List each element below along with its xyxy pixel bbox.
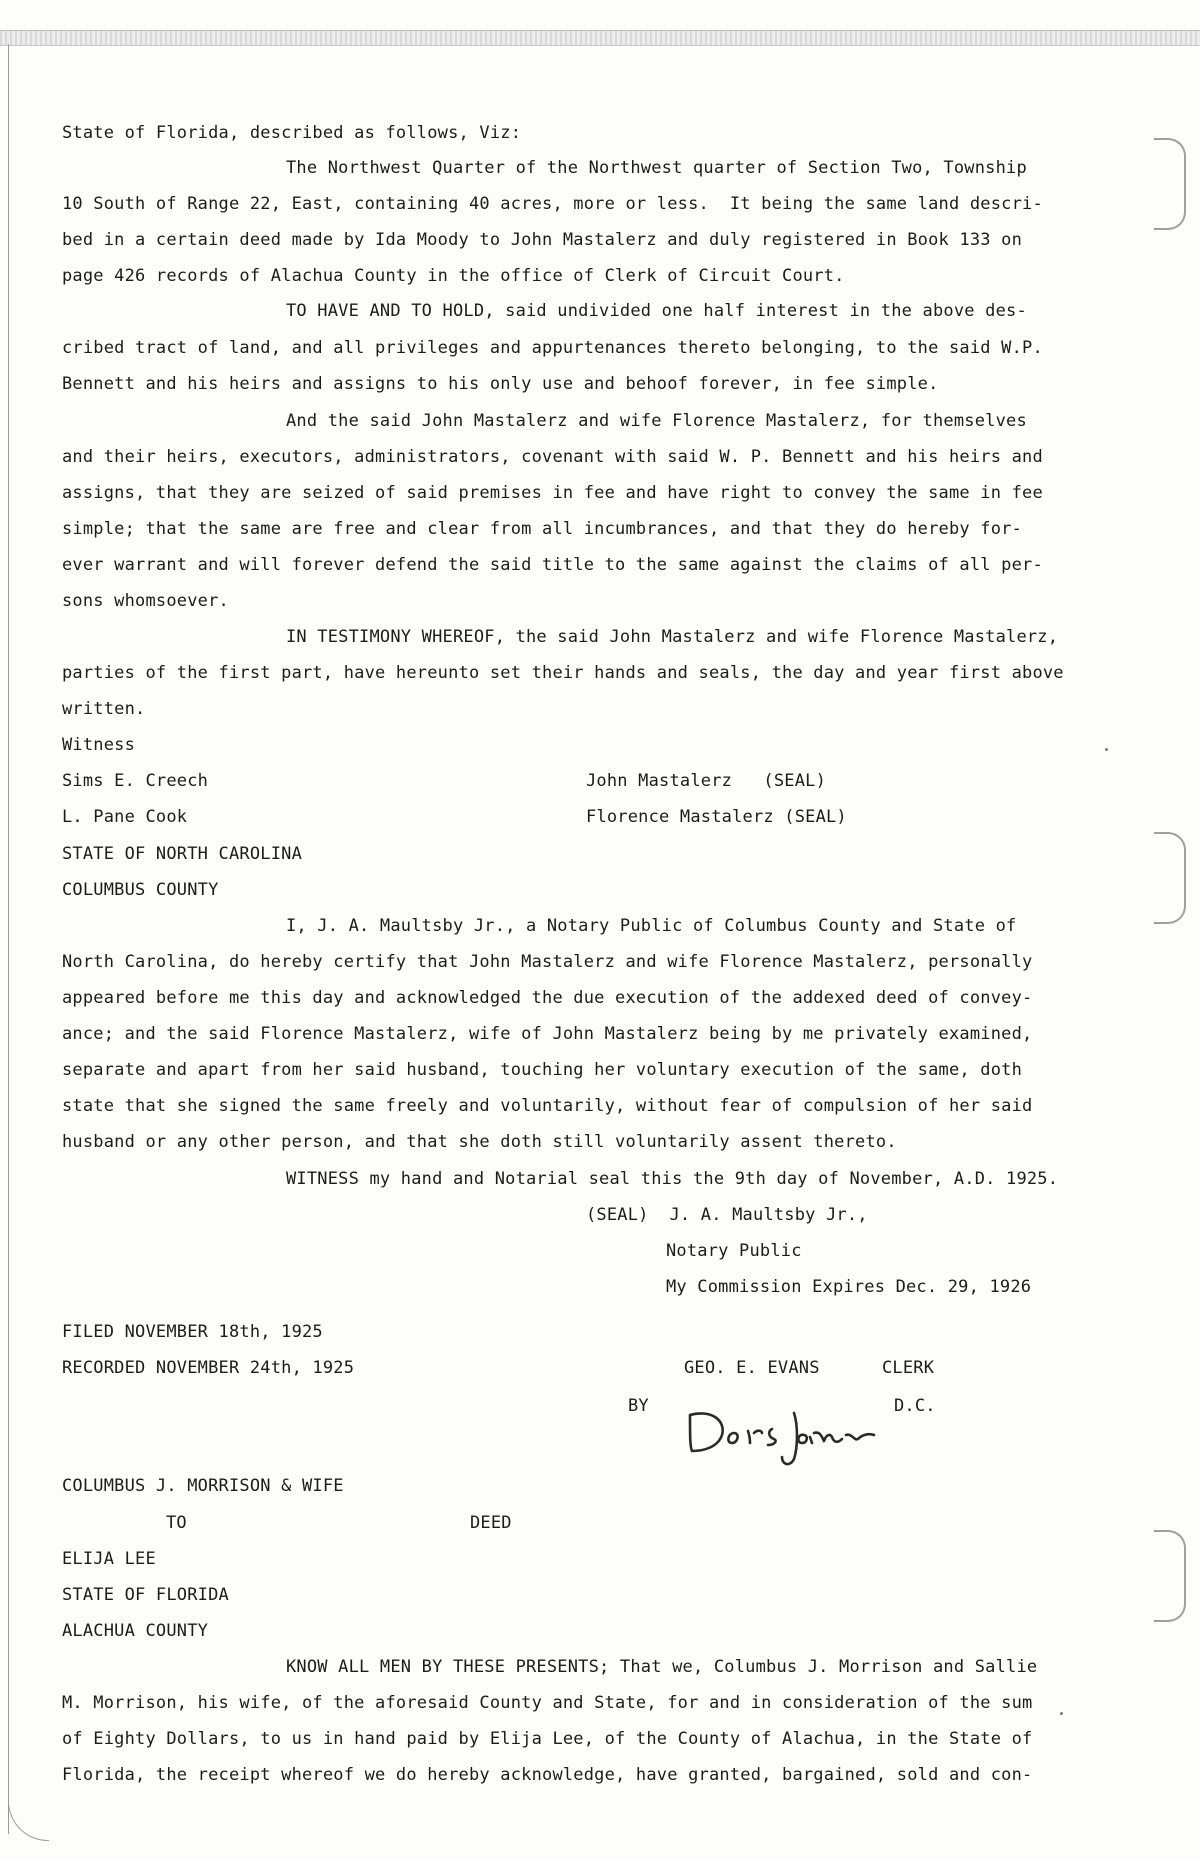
text-line: WITNESS my hand and Notarial seal this the 9th day of November, A.D. 1925. — [286, 1169, 1059, 1189]
text-line: husband or any other person, and that she doth still voluntarily assent thereto. — [62, 1132, 897, 1152]
clerk-name: GEO. E. EVANS — [684, 1358, 820, 1378]
grantor-heading: COLUMBUS J. MORRISON & WIFE — [62, 1476, 344, 1496]
text-line: appeared before me this day and acknowledged the due execution of the addexed deed of convey- — [62, 988, 1033, 1008]
filed-date: FILED NOVEMBER 18th, 1925 — [62, 1322, 323, 1342]
text-line: TO HAVE AND TO HOLD, said undivided one half interest in the above des- — [286, 301, 1027, 321]
text-line: North Carolina, do hereby certify that John Mastalerz and wife Florence Mastalerz, personally — [62, 952, 1033, 972]
deed-label: DEED — [470, 1513, 512, 1533]
notary-title: Notary Public — [666, 1241, 802, 1261]
signatory-name: Florence Mastalerz (SEAL) — [586, 807, 847, 827]
text-line: state that she signed the same freely and voluntarily, without fear of compulsion of her said — [62, 1096, 1033, 1116]
scan-top-edge — [0, 30, 1200, 46]
page-bottom-curl — [8, 1800, 49, 1841]
dc-label: D.C. — [894, 1396, 936, 1416]
text-line: sons whomsoever. — [62, 591, 229, 611]
by-label: BY — [628, 1396, 649, 1416]
signature-text: Doris Jones — [682, 1395, 689, 1396]
commission-expiry: My Commission Expires Dec. 29, 1926 — [666, 1277, 1032, 1297]
text-line: and their heirs, executors, administrators, covenant with said W. P. Bennett and his heirs and — [62, 447, 1043, 467]
text-line: cribed tract of land, and all privileges and appurtenances thereto belonging, to the said W.P. — [62, 338, 1043, 358]
scan-speck — [1105, 748, 1108, 751]
text-line: M. Morrison, his wife, of the aforesaid County and State, for and in consideration of the sum — [62, 1693, 1033, 1713]
witness-heading: Witness — [62, 735, 136, 755]
text-line: parties of the first part, have hereunto set their hands and seals, the day and year first above — [62, 663, 1064, 683]
text-line: bed in a certain deed made by Ida Moody to John Mastalerz and duly registered in Book 133 on — [62, 230, 1023, 250]
binder-hole-icon — [1154, 1530, 1186, 1622]
text-line: simple; that the same are free and clear from all incumbrances, and that they do hereby for- — [62, 519, 1023, 539]
text-line: And the said John Mastalerz and wife Florence Mastalerz, for themselves — [286, 411, 1027, 431]
clerk-title: CLERK — [882, 1358, 935, 1378]
scan-speck — [1060, 1712, 1063, 1715]
text-line: ance; and the said Florence Mastalerz, wife of John Mastalerz being by me privately examined, — [62, 1024, 1033, 1044]
text-line: Bennett and his heirs and assigns to his only use and behoof forever, in fee simple. — [62, 374, 939, 394]
to-label: TO — [166, 1513, 187, 1533]
notary-signature: (SEAL) J. A. Maultsby Jr., — [586, 1205, 868, 1225]
deputy-clerk-signature-icon — [682, 1395, 882, 1467]
text-line: assigns, that they are seized of said premises in fee and have right to convey the same in fee — [62, 483, 1043, 503]
binder-hole-icon — [1154, 138, 1186, 230]
recorded-date: RECORDED NOVEMBER 24th, 1925 — [62, 1358, 355, 1378]
binder-hole-icon — [1154, 832, 1186, 924]
venue-county: ALACHUA COUNTY — [62, 1621, 209, 1641]
text-line: The Northwest Quarter of the Northwest quarter of Section Two, Township — [286, 158, 1027, 178]
text-line: 10 South of Range 22, East, containing 40 acres, more or less. It being the same land descri- — [62, 194, 1043, 214]
text-line: separate and apart from her said husband, touching her voluntary execution of the same, doth — [62, 1060, 1023, 1080]
page-left-edge — [8, 44, 9, 1834]
text-line: I, J. A. Maultsby Jr., a Notary Public of Columbus County and State of — [286, 916, 1017, 936]
venue-county: COLUMBUS COUNTY — [62, 880, 219, 900]
text-line: of Eighty Dollars, to us in hand paid by Elija Lee, of the County of Alachua, in the State of — [62, 1729, 1033, 1749]
witness-name: Sims E. Creech — [62, 771, 209, 791]
grantee-name: ELIJA LEE — [62, 1549, 156, 1569]
signatory-name: John Mastalerz (SEAL) — [586, 771, 827, 791]
venue-state: STATE OF FLORIDA — [62, 1585, 229, 1605]
text-line: Florida, the receipt whereof we do hereby acknowledge, have granted, bargained, sold and con- — [62, 1765, 1033, 1785]
text-line: State of Florida, described as follows, Viz: — [62, 123, 522, 143]
text-line: ever warrant and will forever defend the said title to the same against the claims of all per- — [62, 555, 1043, 575]
text-line: KNOW ALL MEN BY THESE PRESENTS; That we, Columbus J. Morrison and Sallie — [286, 1657, 1038, 1677]
text-line: page 426 records of Alachua County in the office of Clerk of Circuit Court. — [62, 266, 845, 286]
witness-name: L. Pane Cook — [62, 807, 188, 827]
text-line: written. — [62, 699, 146, 719]
text-line: IN TESTIMONY WHEREOF, the said John Mastalerz and wife Florence Mastalerz, — [286, 627, 1059, 647]
venue-state: STATE OF NORTH CAROLINA — [62, 844, 303, 864]
